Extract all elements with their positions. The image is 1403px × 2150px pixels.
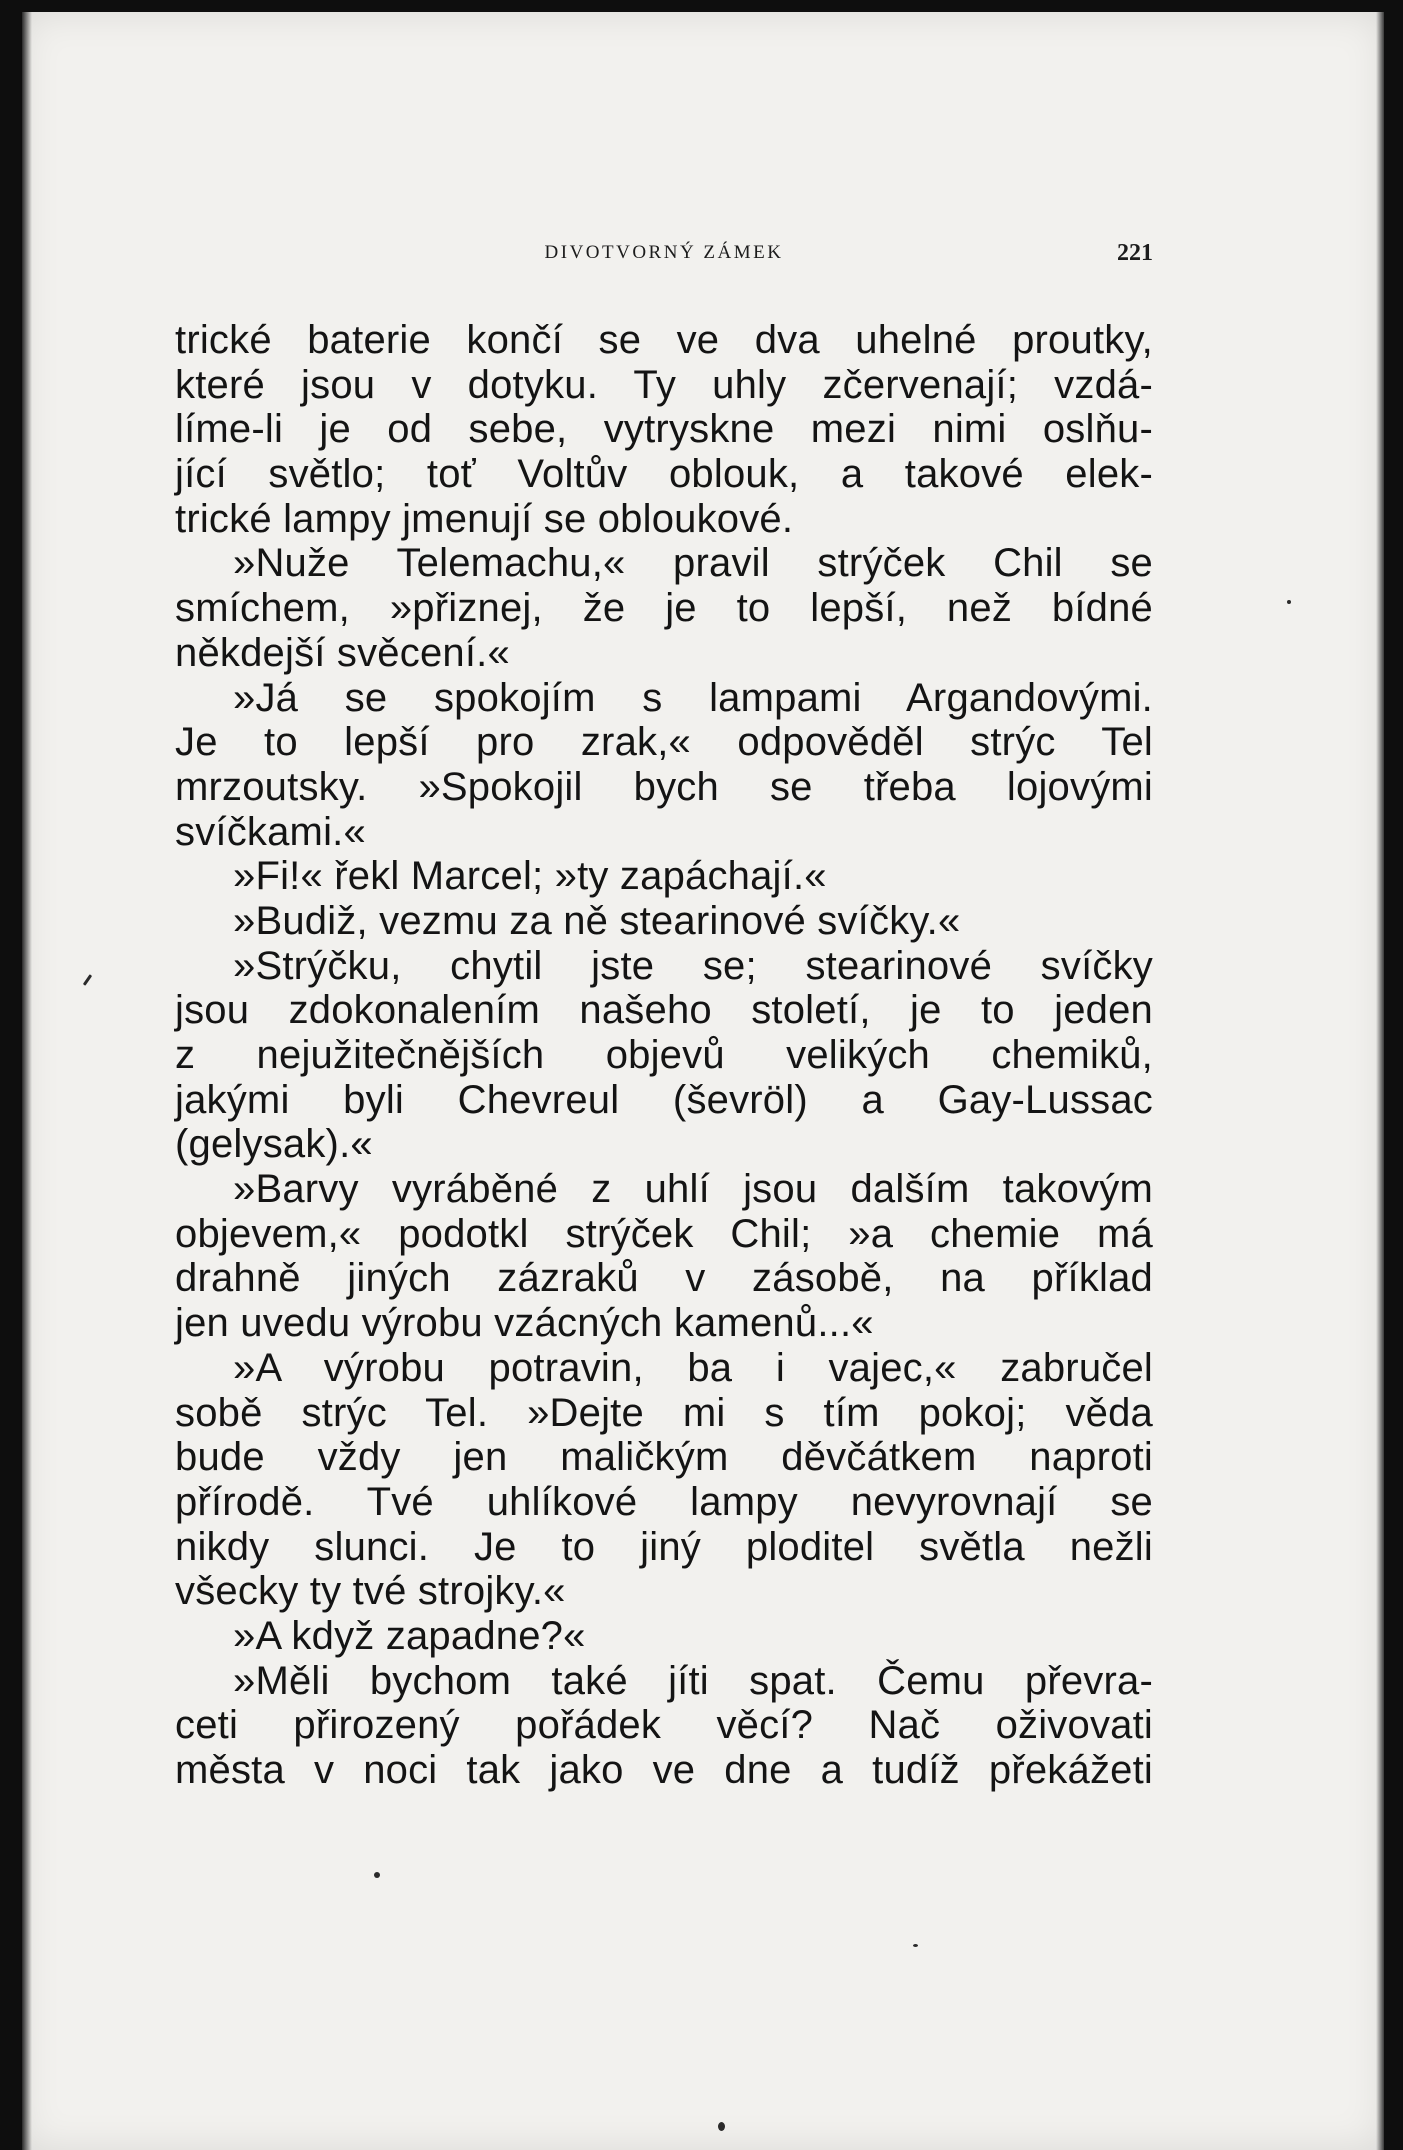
text-line: »Já se spokojím s lampami Argandovými. (233, 675, 1153, 720)
running-header (175, 240, 1153, 270)
body-text (175, 318, 1153, 1793)
text-line: bude vždy jen maličkým děvčátkem naproti (175, 1435, 1153, 1480)
text-line: svíčkami.« (175, 809, 366, 854)
text-line: všecky ty tvé strojky.« (175, 1569, 566, 1614)
ink-speck (718, 2122, 725, 2131)
ink-speck (1287, 600, 1291, 604)
text-line: z nejužitečnějších objevů velikých chemiků, (175, 1033, 1153, 1077)
running-title: DIVOTVORNÝ ZÁMEK (544, 242, 784, 263)
text-line: nikdy slunci. Je to jiný ploditel světla nežli (175, 1524, 1153, 1569)
text-line: města v noci tak jako ve dne a tudíž překážeti (175, 1748, 1153, 1792)
text-line: líme-li je od sebe, vytryskne mezi nimi oslňu- (175, 407, 1153, 452)
text-line: jsou zdokonalením našeho století, je to jeden (175, 988, 1153, 1033)
text-line: »Budiž, vezmu za ně stearinové svíčky.« (233, 898, 961, 943)
text-line: trické lampy jmenují se obloukové. (175, 496, 794, 541)
text-line: »Fi!« řekl Marcel; »ty zapáchají.« (233, 854, 827, 899)
text-line: sobě strýc Tel. »Dejte mi s tím pokoj; věda (175, 1390, 1153, 1435)
text-line: »Nuže Telemachu,« pravil strýček Chil se (233, 541, 1153, 586)
text-line: jící světlo; toť Voltův oblouk, a takové elek- (175, 452, 1153, 497)
text-line: Je to lepší pro zrak,« odpověděl strýc Tel (175, 720, 1153, 765)
page-edge-shadow (1376, 12, 1384, 2150)
text-line: které jsou v dotyku. Ty uhly zčervenají; vzdá- (175, 362, 1153, 407)
text-line: objevem,« podotkl strýček Chil; »a chemie má (175, 1211, 1153, 1256)
text-line: drahně jiných zázraků v zásobě, na příklad (175, 1256, 1153, 1301)
text-line: »Barvy vyráběné z uhlí jsou dalším takovým (233, 1167, 1153, 1212)
ink-speck (374, 1872, 380, 1878)
text-line: někdejší svěcení.« (175, 630, 510, 675)
text-line: »A když zapadne?« (233, 1613, 586, 1658)
text-line: trické baterie končí se ve dva uhelné proutky, (175, 318, 1153, 362)
ink-speck (913, 1944, 918, 1947)
text-line: ceti přirozený pořádek věcí? Nač oživovati (175, 1703, 1153, 1748)
text-line: »Strýčku, chytil jste se; stearinové svíčky (233, 943, 1153, 988)
text-line: (gelysak).« (175, 1122, 373, 1167)
text-line: jen uvedu výrobu vzácných kamenů...« (175, 1301, 874, 1346)
text-line: smíchem, »přiznej, že je to lepší, než bídné (175, 586, 1153, 631)
text-line: mrzoutsky. »Spokojil bych se třeba lojovými (175, 764, 1153, 809)
page-number: 221 (1117, 240, 1153, 266)
text-line: »Měli bychom také jíti spat. Čemu převra- (233, 1658, 1153, 1703)
page-spine-shadow (22, 12, 32, 2150)
text-line: jakými byli Chevreul (ševröl) a Gay-Lussac (175, 1077, 1153, 1122)
text-line: »A výrobu potravin, ba i vajec,« zabručel (233, 1345, 1153, 1390)
text-line: přírodě. Tvé uhlíkové lampy nevyrovnají se (175, 1479, 1153, 1524)
